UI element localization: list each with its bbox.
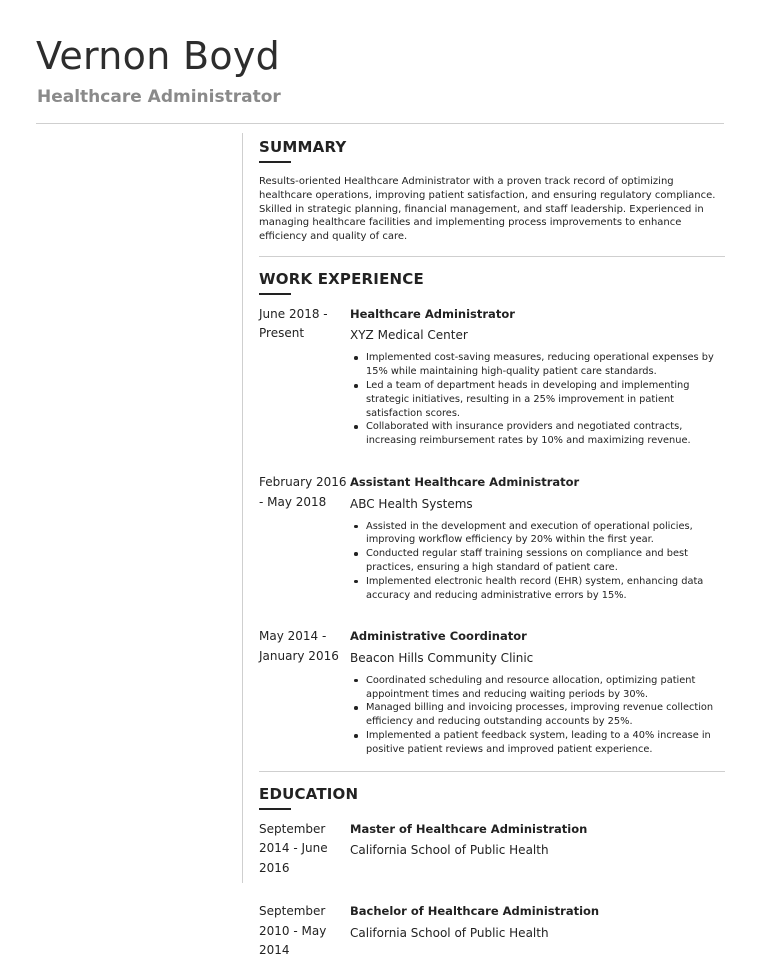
work-entry-title: Healthcare Administrator (350, 306, 515, 321)
education-entry-body (350, 820, 725, 879)
main-column (259, 133, 725, 961)
work-entry-body (350, 473, 725, 602)
work-entry-bullets (350, 520, 725, 603)
work-entry (259, 627, 725, 756)
education-entry-date: September 2010 - May 2014 (259, 904, 327, 958)
bullet-item: Implemented electronic health record (EHR) system, enhancing data accuracy and reducing administrative errors by 15%. (350, 575, 725, 603)
education-entry (259, 820, 725, 879)
bullet-item: Implemented a patient feedback system, leading to a 40% increase in positive patient reviews and improved patient experience. (350, 729, 725, 757)
bullet-item: Led a team of department heads in developing and implementing strategic initiatives, resulting in a 25% improvement in patient satisfaction scores. (350, 379, 725, 420)
education-entry-school: California School of Public Health (350, 843, 549, 858)
bullet-item: Assisted in the development and execution of operational policies, improving workflow efficiency by 20% within the first year. (350, 520, 725, 548)
bullet-item: Coordinated scheduling and resource allocation, optimizing patient appointment times and reducing waiting periods by 30%. (350, 674, 725, 702)
work-entry (259, 473, 725, 602)
candidate-name: Vernon Boyd (36, 34, 281, 78)
header-divider (36, 123, 724, 124)
education-entry-school: California School of Public Health (350, 925, 549, 940)
section-divider (259, 256, 725, 257)
work-entry-title: Administrative Coordinator (350, 629, 527, 644)
work-experience-section (259, 267, 725, 757)
bullet-item: Collaborated with insurance providers and negotiated contracts, increasing reimbursement rates by 10% and maximizing revenue. (350, 420, 725, 448)
education-entry-body (350, 902, 725, 961)
education-section (259, 782, 725, 961)
education-entry-degree: Master of Healthcare Administration (350, 821, 588, 836)
work-experience-heading-underline (259, 293, 291, 295)
summary-text: Results-oriented Healthcare Administrator with a proven track record of optimizing healthcare operations, improving patient satisfaction, and ensuring regulatory compliance. Skilled in strategic planning, financial management, and staff leadership. Experienced in managing healthcare facilities and implementing process improvements to enhance efficiency and quality of care. (259, 176, 716, 243)
candidate-role: Healthcare Administrator (37, 87, 281, 107)
work-entry (259, 305, 725, 448)
education-entry (259, 902, 725, 961)
bullet-item: Conducted regular staff training sessions on compliance and best practices, ensuring a high standard of patient care. (350, 547, 725, 575)
bullet-item: Managed billing and invoicing processes, improving revenue collection efficiency and reducing outstanding accounts by 25%. (350, 701, 725, 729)
work-entry-date: February 2016 - May 2018 (259, 475, 347, 509)
summary-heading-underline (259, 161, 291, 163)
education-heading-underline (259, 808, 291, 810)
education-entry-degree: Bachelor of Healthcare Administration (350, 904, 600, 919)
work-experience-heading: WORK EXPERIENCE (259, 269, 424, 288)
work-entry-date: June 2018 - Present (259, 306, 328, 341)
education-heading: EDUCATION (259, 784, 359, 803)
bullet-item: Implemented cost-saving measures, reducing operational expenses by 15% while maintaining high-quality patient care standards. (350, 351, 725, 379)
work-entry-body (350, 627, 725, 756)
work-entry-body (350, 305, 725, 448)
column-divider (242, 133, 243, 883)
work-entry-organization: ABC Health Systems (350, 496, 473, 511)
work-entry-bullets (350, 351, 725, 448)
work-entry-organization: XYZ Medical Center (350, 328, 468, 343)
summary-section (259, 135, 725, 244)
education-entry-date: September 2014 - June 2016 (259, 821, 328, 875)
work-entry-bullets (350, 674, 725, 757)
summary-heading: SUMMARY (259, 138, 347, 156)
work-entry-title: Assistant Healthcare Administrator (350, 475, 580, 490)
section-divider (259, 771, 725, 772)
work-entry-date: May 2014 - January 2016 (259, 629, 339, 663)
work-entry-organization: Beacon Hills Community Clinic (350, 650, 534, 665)
